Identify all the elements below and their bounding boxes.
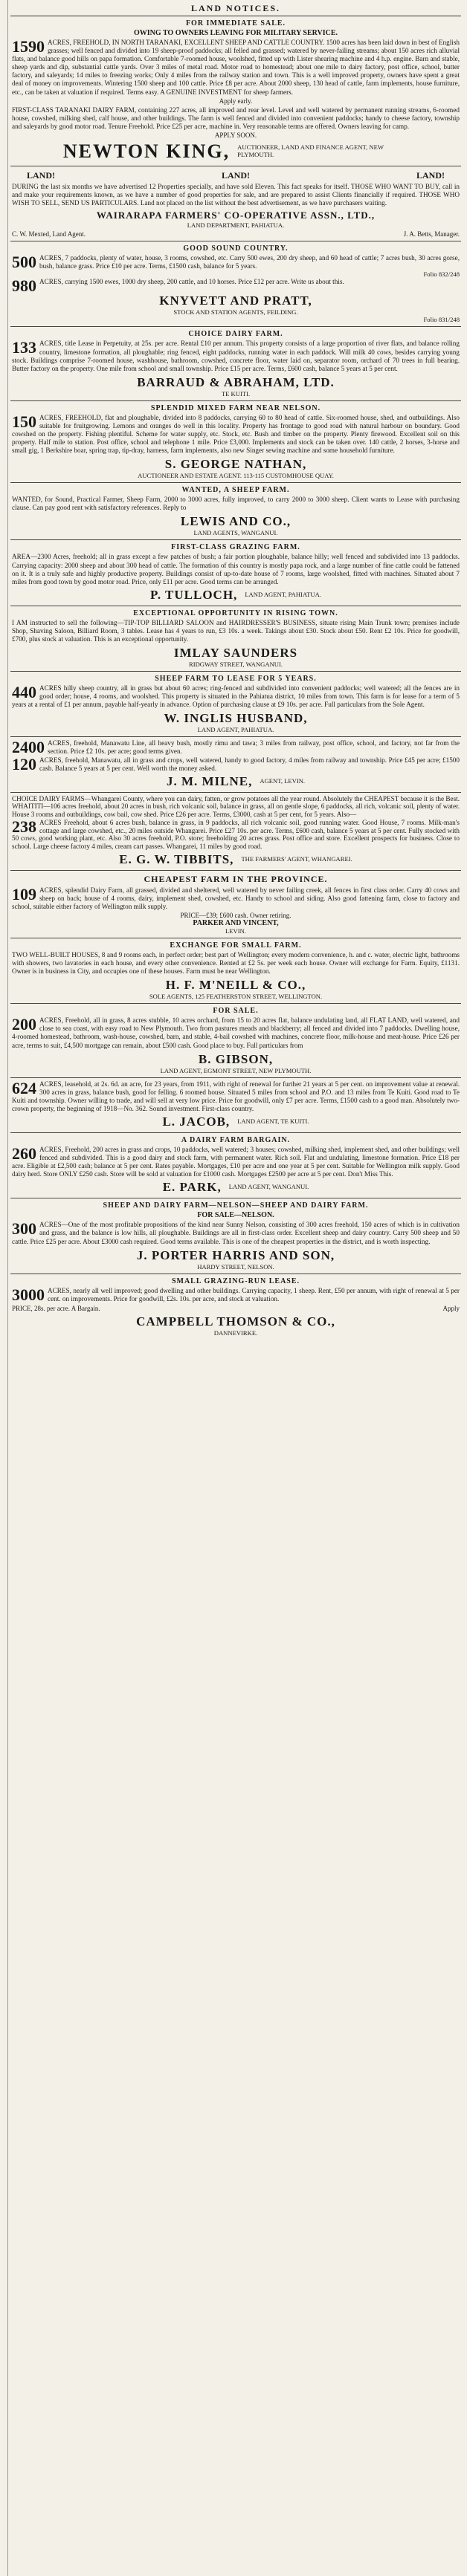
left-column-gutter [0, 0, 8, 2576]
ad-body: I AM instructed to sell the following—TIP-TOP BILLIARD SALOON and HAIRDRESSER'S BUSINESS, situate rising Main Trunk town; premises include Shop, Shaving Saloon, Billiard Room, 3 tables. Lease has 4 years to run, £3 10s. a week. Takings about £30. Stock about £50. Rent £2 10s. Price for goodwill, £700, plus stock at valuation. This is an exceptional opportunity. [12, 618, 460, 643]
ad-acreage: 200 [12, 1015, 36, 1034]
ad-200 [10, 1004, 461, 1077]
ad-acreage: 624 [12, 1078, 36, 1097]
ad-body: DURING the last six months we have advertised 12 Properties specially, and have sold Eleven. This fact speaks for itself. THOSE WHO WANT TO BUY, call in and make your requirements known, as we have a number of good properties for sale, and are prepared to assist Clients financially if required. THOSE WHO WISH TO SELL, SEND US PARTICULARS. Land not placed on the list without the best advertisement, as we have purchasers waiting. [12, 182, 460, 207]
ad-agent-address: LEVIN. [225, 927, 246, 935]
ad-acreage-second: 980 [12, 276, 36, 296]
ad-agent-right: J. A. Betts, Manager. [403, 230, 460, 239]
ad-body: TWO WELL-BUILT HOUSES, 8 and 9 rooms each, in perfect order; best part of Wellington; every modern convenience, h. and c. water, electric light, bathrooms with showers, two lavatories in each house, and every other convenience. Rented at £2 5s. per week each house. Owner will exchange for Farm. Equity, £1131. Owner is in business in City, and occupies one of these houses. Farm must be near Wellington. [12, 950, 460, 976]
ad-133 [10, 327, 461, 400]
ad-acreage-second: 120 [12, 754, 36, 773]
ad-wanted-sheep-farm [10, 483, 461, 540]
ad-624 [10, 1078, 461, 1133]
ad-agent-address: SOLE AGENTS, 125 FEATHERSTON STREET, WELLINGTON. [149, 993, 323, 1001]
ad-agent-name: J. PORTER HARRIS AND SON, [136, 1248, 335, 1262]
land-banner [27, 170, 445, 181]
ad-agent-name: PARKER AND VINCENT, [193, 918, 279, 927]
ad-agent-address: HARDY STREET, NELSON. [197, 1262, 274, 1271]
ad-body-second: ACRES Freehold, about 6 acres bush, balance in grass, in 9 paddocks, all rich volcanic soil, good running water. Good House, 7 rooms. Milk-man's cottage and large cowshed, etc., 20 miles outside Whangarei. Price £27 10s. per acre. Terms, £600 cash, balance 5 years at 5 per cent. Fully stocked with 50 cows, good working plant, etc. Also 30 acres freehold, P.O. store; freeholding 20 acres grass. Post office and store. Excellent prospects for business. Close to school. Large cheese factory 4 miles, cream cart passes. Whangarei, 11 miles by good road. [12, 818, 460, 850]
ad-agent-name: NEWTON KING, [62, 140, 231, 162]
ad-body: AREA—2300 Acres, freehold; all in grass except a few patches of bush; a fair portion ploughable, balance hilly; well fenced and subdivided into 13 paddocks. Carrying capacity: 2000 sheep and about 300 head of cattle. The formation of this country is mostly papa rock, and a large number of fine cattle could be fattened on it. It is a truly safe and highly productive property. Buildings consist of up-to-date house of 7 rooms, large woolshed, fitted with machines. Situated about 7 miles from good town by good motor road. Price, only £11 per acre. Good terms can be arranged. [12, 553, 460, 585]
ad-subheading: FOR SALE—NELSON. [197, 1211, 274, 1220]
ad-body: ACRES, Freehold, all in grass, 8 acres stubble, 10 acres orchard, from 15 to 20 acres flat, balance undulating land, all FLAT LAND, well watered, and close to sea coast, with easy road to New Plymouth. Two from pastures meads and blackberry; all fenced and divided into 7 paddocks. Dwelling house, 4-roomed homestead, bathroom, wash-house, cowshed, barn, and stable, 4-bail cowshed with machines, concrete floor, milk-house and meat-house. Price £26 per acre, terms to suit, £4,500 mortgage can remain, about £500 cash. Good place to buy. Full particulars from [12, 1016, 460, 1049]
ad-260 [10, 1133, 461, 1198]
ad-agent-address: STOCK AND STATION AGENTS, FEILDING. [173, 308, 298, 317]
ad-price: PRICE, 28s. per acre. A Bargain. [12, 1304, 100, 1312]
ad-agent-address: THE FARMERS' AGENT, WHANGAREI. [241, 854, 352, 863]
ad-folio: Folio 832/248 [423, 270, 460, 279]
ad-500 [10, 241, 461, 327]
ad-agent-name: L. JACOB, [162, 1114, 231, 1129]
ad-heading: EXCEPTIONAL OPPORTUNITY IN RISING TOWN. [133, 609, 338, 617]
ad-heading: FOR IMMEDIATE SALE. [185, 19, 286, 27]
ad-heading: WANTED, A SHEEP FARM. [181, 486, 290, 495]
land-notices-column [10, 0, 461, 1340]
ad-agent-name: H. F. M'NEILL & CO., [165, 978, 306, 993]
ad-heading: A DAIRY FARM BARGAIN. [181, 1135, 291, 1144]
ad-price: PRICE—£39; £600 cash. Owner retiring. [180, 911, 292, 919]
ad-billiard-saloon [10, 606, 461, 672]
ad-acreage: 500 [12, 253, 36, 272]
ad-body: CHOICE DAIRY FARMS—Whangarei County, where you can dairy, fatten, or grow potatoes all the year round. Absolutely the CHEAPEST because it is the Best. WHAITITI—106 acres freehold, about 20 acres in bush, rich volcanic soil, balance in grass, all on gentle slope, 6 paddocks, all rich, volcanic soil, plenty of water. House 3 rooms and outbuildings, cow bail, cow shed. Price £26 per acre. Terms, £3000, cash at 5 per cent, for 5 years. Also— [12, 794, 460, 819]
ad-agent-name: S. GEORGE NATHAN, [164, 457, 307, 472]
ad-heading: SPLENDID MIXED FARM NEAR NELSON. [150, 403, 321, 412]
ad-apply: Apply early. [219, 97, 253, 105]
ad-body: ACRES, FREEHOLD, IN NORTH TARANAKI, EXCELLENT SHEEP AND CATTLE COUNTRY. 1500 acres has been laid down in best of English grasses; well fenced and divided into 19 sheep-proof paddocks; all felled and grassed; watered by never-failing streams; about 150 acres rich alluvial flats, and balance good hills on papa formation. Comfortable 7-roomed house, woolshed, fitted up with Lister shearing machine and 4 h.p. engine. Barn and stable, sheep yards and dip, substantial cattle yards. Over 3 miles of metal road. Motor road to homestead; about one mile to dairy factory, post office, school, butter factory, and saleyards; 14 miles to freezing works; Only 4 miles from the railway station and town. This is a well improved property, owners have spent a great deal of money on improvements. Wintering 1500 sheep and 100 cattle. Price £8 per acre. About 2000 sheep, 130 head of cattle, farm implements, house furniture, etc., can be taken at valuation if required. Terms easy. A GENUINE INVESTMENT for sheep farmers. [12, 39, 460, 96]
ad-body-second: ACRES, carrying 1500 ewes, 1000 dry sheep, 200 cattle, and 10 horses. Price £12 per acre. Write us about this. [39, 278, 344, 286]
ad-agent-address: LAND DEPARTMENT, PAHIATUA. [187, 221, 285, 230]
ad-heading: SMALL GRAZING-RUN LEASE. [171, 1276, 300, 1285]
ad-apply-second: APPLY SOON. [214, 131, 257, 139]
ad-land-land-land [10, 166, 461, 241]
ad-agent-address: LAND AGENT, EGMONT STREET, NEW PLYMOUTH. [160, 1066, 312, 1074]
ad-acreage: 3000 [12, 1285, 45, 1304]
ad-heading: FOR SALE. [213, 1007, 259, 1016]
ad-agent-address: LAND AGENT, TE KUITI. [237, 1117, 309, 1125]
ad-agent-address: AUCTIONEER AND ESTATE AGENT. 113-115 CUSTOMHOUSE QUAY. [138, 472, 334, 480]
land-word: LAND! [222, 169, 250, 181]
ad-acreage-second: 238 [12, 817, 36, 836]
ad-agent-name: B. GIBSON, [198, 1051, 274, 1066]
ad-agent-address: TE KUITI. [221, 389, 251, 398]
ad-body: WANTED, for Sound, Practical Farmer, Sheep Farm, 2000 to 3000 acres, fully improved, to carry 2000 to 3000 sheep. Client wants to Lease with purchasing clause. Can pay good rent with satisfactory references. Reply to [12, 496, 460, 512]
ad-acreage: 2400 [12, 738, 45, 757]
ad-heading: GOOD SOUND COUNTRY. [183, 244, 289, 253]
ad-acreage: 109 [12, 884, 36, 903]
ad-agent-address: AGENT, LEVIN. [260, 776, 306, 785]
ad-body: ACRES, leasehold, at 2s. 6d. an acre, for 23 years, from 1911, with right of renewal for further 21 years at 5 per cent. on improvement value at renewal. 300 acres in grass, balance bush, good for felling. 6 roomed house. Situated 5 miles from school and P.O. and 13 miles from Te Kuiti. Good road to Te Kuiti and township. Owner willing to trade, and will sell at very low price. Price for goodwill, only £7 per acre. Terms, £1500 cash to a good man. Absolutely two-crown property, the beginning of 1918—No. 362. Sound investment. First-class country. [12, 1080, 460, 1112]
ad-agent-name: W. INGLIS HUSBAND, [164, 711, 308, 726]
ad-agent-name: E. G. W. TIBBITS, [119, 851, 234, 866]
ad-body: ACRES hilly sheep country, all in grass but about 60 acres; ring-fenced and subdivided into convenient paddocks; well watered; all the fences are in good order; house, 4 rooms, and woolshed. This property is situated in the Pahiatua district, 10 miles from town. This farm is for lease for a term of 5 years at a rental of £1 per annum, payable half-yearly in advance. Option of purchasing clause at £9 10s. per acre. Full particulars from the Sole Agent. [12, 684, 460, 709]
ad-acreage: 133 [12, 338, 36, 357]
ad-acreage: 150 [12, 412, 36, 431]
ad-heading: SHEEP AND DAIRY FARM—NELSON—SHEEP AND DAIRY FARM. [103, 1201, 369, 1210]
ad-1590 [10, 16, 461, 166]
ad-grazing-farm [10, 540, 461, 606]
ad-heading: CHOICE DAIRY FARM. [188, 330, 283, 339]
ad-agent-address: AUCTIONEER, LAND AND FINANCE AGENT, NEW PLYMOUTH. [237, 143, 384, 158]
ad-agent-address: LAND AGENT, WANGANUI. [228, 1183, 309, 1191]
ad-agent-name: E. PARK, [162, 1180, 222, 1195]
ad-agent-name: IMLAY SAUNDERS [173, 646, 298, 661]
ad-body: ACRES, splendid Dairy Farm, all grassed, divided and sheltered, well watered by never failing creek, all fences in first class order. Carry 40 cows and sheep on back; house of 4 rooms, dairy, implement shed, cowshed, etc. Handy to school and siding. Also good fattening farm, close to factory and school, suitable either factory of Wellington milk supply. [12, 886, 460, 910]
ad-agent-name: J. M. MILNE, [166, 773, 253, 788]
section-masthead: LAND NOTICES. [10, 0, 461, 16]
ad-acreage: 440 [12, 683, 36, 702]
ad-2400 [10, 737, 461, 792]
land-word: LAND! [416, 169, 445, 181]
ad-300 [10, 1198, 461, 1274]
ad-agent-name: BARRAUD & ABRAHAM, LTD. [137, 374, 335, 389]
ad-agent-name: KNYVETT AND PRATT, [159, 293, 312, 308]
ad-whangarei-dairy [10, 793, 461, 871]
ad-agent-name: WAIRARAPA FARMERS' CO-OPERATIVE ASSN., LTD., [96, 210, 376, 221]
ad-body: ACRES, Freehold, 200 acres in grass and crops, 10 paddocks, well watered; 3 houses; cowshed, milking shed, implement shed, and other buildings; well fenced and subdivided. This is a good dairy and stock farm, with permanent water. Rich soil. Flat and undulating, limestone formation. Price £18 per acre. Eligible at £2,500 cash; balance at 5 per cent. Rates payable. Mortgages, £10 per acre and one year at 5 per cent. Suitable for Wellington milk supply. Good dairy herd. Store ONLY £250 cash. Store will be sold at valuation for £1000 cash. Mortgages £2500 per acre at 5 per cent. Don't Miss This. [12, 1145, 460, 1178]
ad-body: ACRES, FREEHOLD, flat and ploughable, divided into 8 paddocks, carrying 60 to 80 head of cattle. Six-roomed house, shed, and outbuildings. Also suitable for fruitgrowing. Lemons and oranges do well in this locality. Property has frontage to good road with natural harbour on boundary. Good cowshed on the property. Fishing plentiful. Scheme for water supply, etc. Stock, etc. Bush and timber on the property. Plenty firewood. Excellent soil on this property. Half mile to station. Post office, school and telephone 1 mile. Price £3,000. Implements and stock can be taken over. 140 cattle, 2 horses, 3-horse and small gig, 1 Berkshire boar, spring trap, tip-dray, harness, farm implements, also new Singer sewing machine and some household furniture. [12, 413, 460, 455]
ad-agent-address: RIDGWAY STREET, WANGANUI. [188, 661, 283, 669]
ad-body: ACRES, title Lease in Perpetuity, at 25s. per acre. Rental £10 per annum. This property consists of a large proportion of river flats, and balance rolling country, limestone formation, all ploughable; ring fenced, eight paddocks, running water in each paddock. Will milk 40 cows, besides carrying young stock. Buildings comprise 7-roomed house, washhouse, bathroom, cowshed, concrete floor, water laid on, separator room, orchard of 70 trees in full bearing. Butter factory on the property. One mile from school and small township. Price £15 per acre. Terms, £600 cash, balance 5 years at 5 per cent. [12, 340, 460, 372]
ad-agent-name: CAMPBELL THOMSON & CO., [136, 1314, 335, 1328]
ad-apply: Apply [442, 1304, 460, 1312]
ad-folio-second: Folio 831/248 [423, 316, 460, 324]
ad-acreage: 300 [12, 1219, 36, 1239]
ad-body: ACRES, 7 paddocks, plenty of water, house, 3 rooms, cowshed, etc. Carry 500 ewes, 200 dry sheep, and 60 head of cattle; 7 acres bush, 30 acres gorse, bush, balance grass. Price £10 per acre. Terms, £1500 cash, balance for 5 years. [39, 254, 460, 270]
land-word: LAND! [27, 169, 55, 181]
ad-agent-address: LAND AGENT, PAHIATUA. [197, 726, 274, 734]
ad-heading: SHEEP FARM TO LEASE FOR 5 YEARS. [155, 675, 317, 684]
ad-440 [10, 672, 461, 737]
ad-109 [10, 871, 461, 938]
ad-agent-left: C. W. Mexted, Land Agent. [12, 230, 86, 239]
ad-body: ACRES, nearly all well improved; good dwelling and other buildings. Carrying capacity, 1 sheep. Rent, £50 per annum, with right of renewal at 5 per cent. on improvements. Price for goodwill, £2s. 10s. per acre, and stock at valuation. [48, 1286, 460, 1302]
ad-heading: CHEAPEST FARM IN THE PROVINCE. [144, 873, 328, 884]
ad-acreage: 260 [12, 1143, 36, 1163]
ad-agent-name: LEWIS AND CO., [180, 514, 292, 529]
ad-agent-name: P. TULLOCH, [150, 587, 238, 602]
ad-heading: EXCHANGE FOR SMALL FARM. [170, 941, 302, 950]
ad-agent-address: LAND AGENTS, WANGANUI. [193, 529, 278, 537]
ad-exchange [10, 938, 461, 1004]
ad-body-second: ACRES, freehold, Manawatu, all in grass and crops, well watered, handy to good factory, 4 miles from railway and township. Price £45 per acre; £1500 cash. Balance 5 years at 5 per cent. Well worth the money asked. [39, 756, 460, 772]
ad-150 [10, 401, 461, 483]
ad-body-second: FIRST-CLASS TARANAKI DAIRY FARM, containing 227 acres, all improved and rear level. Level and well watered by permanent running streams, 6-roomed house, cowshed, milking shed, calf house, and other buildings. The farm is well fenced and divided into convenient paddocks; handy to cheese factory, township and saleyards by good motor road. Tenure Freehold. Price £25 per acre, machine in. Very reasonable terms are offered. Owners leaving for camp. [12, 106, 460, 130]
ad-body: ACRES, freehold, Manawatu Line, all heavy bush, mostly rimu and tawa; 3 miles from railway, post office, school, and factory, not far from the section. Price £2 10s. per acre; good terms given. [48, 739, 460, 756]
ad-body: ACRES—One of the most profitable propositions of the kind near Sunny Nelson, consisting of 300 acres freehold, 150 acres of which is in cultivation and grass, and the balance is low hills, all ploughable. Buildings are all in first-class order. Excellent sheep and dairy country. Carry 500 sheep and 50 cattle. Price £25 per acre. About £3000 cash required. Good terms available. This is one of the cheapest properties in the district, and is worth inspecting. [12, 1221, 460, 1245]
ad-heading: FIRST-CLASS GRAZING FARM. [171, 543, 300, 552]
ad-agent-address: LAND AGENT, PAHIATUA. [245, 590, 321, 598]
ad-agent-address: DANNEVIRKE. [213, 1328, 258, 1337]
ad-3000 [10, 1274, 461, 1340]
ad-subheading: OWING TO OWNERS LEAVING FOR MILITARY SERVICE. [133, 29, 338, 37]
ad-acreage: 1590 [12, 37, 45, 56]
